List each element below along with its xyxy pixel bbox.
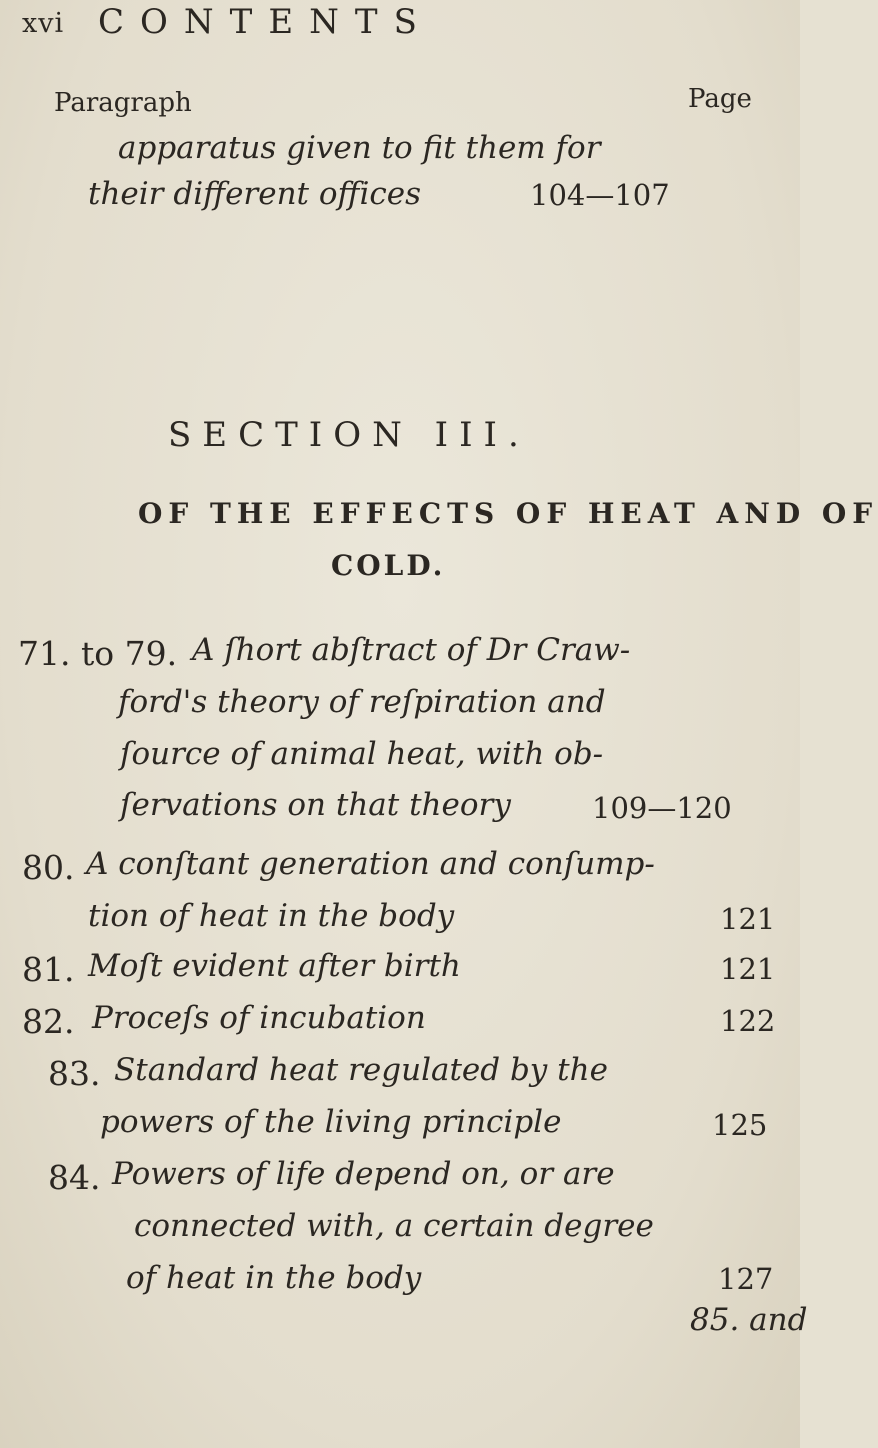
entry-number: 81. bbox=[22, 950, 75, 989]
entry-pages: 109—120 bbox=[592, 791, 732, 825]
entry-line: of heat in the body bbox=[126, 1260, 422, 1296]
prev-entry-pages: 104—107 bbox=[530, 178, 670, 212]
catchword: 85. and bbox=[690, 1302, 808, 1338]
page-label: Page bbox=[688, 84, 752, 114]
entry-line: Standard heat regulated by the bbox=[114, 1052, 608, 1088]
running-title: CONTENTS bbox=[98, 2, 433, 42]
entry-number: 83. bbox=[48, 1054, 101, 1093]
entry-pages: 122 bbox=[720, 1004, 776, 1038]
entry-line: Powers of life depend on, or are bbox=[112, 1156, 615, 1192]
entry-line: A conſtant generation and conſump- bbox=[86, 846, 655, 882]
paragraph-label: Paragraph bbox=[54, 88, 192, 118]
section-subtitle-cold: COLD. bbox=[331, 549, 446, 582]
entry-pages: 121 bbox=[720, 902, 776, 936]
entry-line: connected with, a certain degree bbox=[134, 1208, 654, 1244]
entry-line: A ſhort abſtract of Dr Craw- bbox=[192, 632, 631, 668]
entry-line: Proceſs of incubation bbox=[92, 1000, 426, 1036]
page-numeral: xvi bbox=[22, 8, 65, 39]
section-title: SECTION III. bbox=[168, 415, 530, 455]
entry-line: tion of heat in the body bbox=[88, 898, 455, 934]
prev-entry-line-1: apparatus given to fit them for bbox=[118, 130, 601, 166]
entry-number: 80. bbox=[22, 848, 75, 887]
entry-line: ford's theory of reſpiration and bbox=[118, 684, 606, 720]
prev-entry-line-2: their different offices bbox=[88, 176, 422, 212]
section-subtitle: OF THE EFFECTS OF HEAT AND OF bbox=[138, 497, 878, 530]
entry-line: powers of the living principle bbox=[100, 1104, 562, 1140]
entry-pages: 125 bbox=[712, 1108, 768, 1142]
entry-pages: 127 bbox=[718, 1262, 774, 1296]
entry-number: 84. bbox=[48, 1158, 101, 1197]
entry-number: 82. bbox=[22, 1002, 75, 1041]
entry-line: ſource of animal heat, with ob- bbox=[120, 736, 604, 772]
entry-line: Moſt evident after birth bbox=[88, 948, 461, 984]
entry-number: 71. to 79. bbox=[18, 634, 178, 673]
entry-pages: 121 bbox=[720, 952, 776, 986]
entry-line: ſervations on that theory bbox=[120, 787, 511, 823]
